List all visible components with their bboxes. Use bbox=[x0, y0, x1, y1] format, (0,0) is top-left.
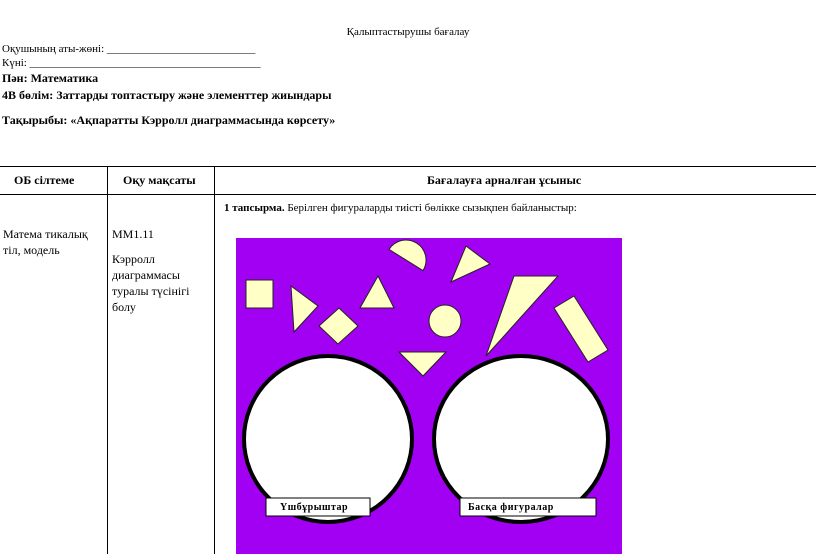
table-header-border bbox=[0, 194, 816, 195]
topic-heading: Тақырыбы: «Ақпаратты Кэрролл диаграммасында көрсету» bbox=[2, 113, 336, 127]
objective-line: Кэрролл bbox=[112, 252, 155, 266]
table-column-divider-1 bbox=[107, 166, 108, 554]
left-set-label: Үшбұрыштар bbox=[280, 502, 349, 513]
square-shape bbox=[246, 280, 273, 308]
circle-shape bbox=[429, 305, 461, 337]
document-title: Қалыптастырушы бағалау bbox=[346, 26, 470, 38]
right-set-ellipse bbox=[434, 356, 608, 522]
objective-cell bbox=[112, 226, 189, 315]
section-heading: 4В бөлім: Заттарды топтастыру және элементтер жиындары bbox=[2, 88, 332, 102]
column-header-reference: ОБ сілтеме bbox=[14, 173, 75, 187]
reference-line-1: Матема тикалық bbox=[3, 227, 88, 241]
column-header-objective: Оқу мақсаты bbox=[123, 173, 196, 187]
objective-line: диаграммасы bbox=[112, 268, 180, 282]
table-top-border bbox=[0, 166, 816, 167]
objective-line: туралы түсінігі bbox=[112, 284, 190, 298]
date-line: Күні: __________________________________________ bbox=[2, 57, 261, 69]
table-column-divider-2 bbox=[214, 166, 215, 554]
reference-line-2: тіл, модель bbox=[3, 243, 60, 257]
carroll-diagram-panel bbox=[236, 238, 622, 554]
column-header-assessment: Бағалауға арналған ұсыныс bbox=[427, 173, 582, 187]
left-set-ellipse bbox=[244, 356, 412, 522]
reference-cell bbox=[3, 226, 88, 258]
objective-line: болу bbox=[112, 300, 136, 314]
task-instruction bbox=[224, 202, 577, 214]
objective-code: ММ1.11 bbox=[112, 227, 154, 241]
task-text: Берілген фигураларды тиісті бөлікке сызықпен байланыстыр: bbox=[284, 202, 577, 214]
right-set-label: Басқа фигуралар bbox=[468, 502, 554, 513]
subject-heading: Пән: Математика bbox=[2, 71, 99, 85]
task-label: 1 тапсырма. bbox=[224, 202, 285, 214]
student-name-line: Оқушының аты-жөні: ___________________________ bbox=[2, 43, 256, 55]
